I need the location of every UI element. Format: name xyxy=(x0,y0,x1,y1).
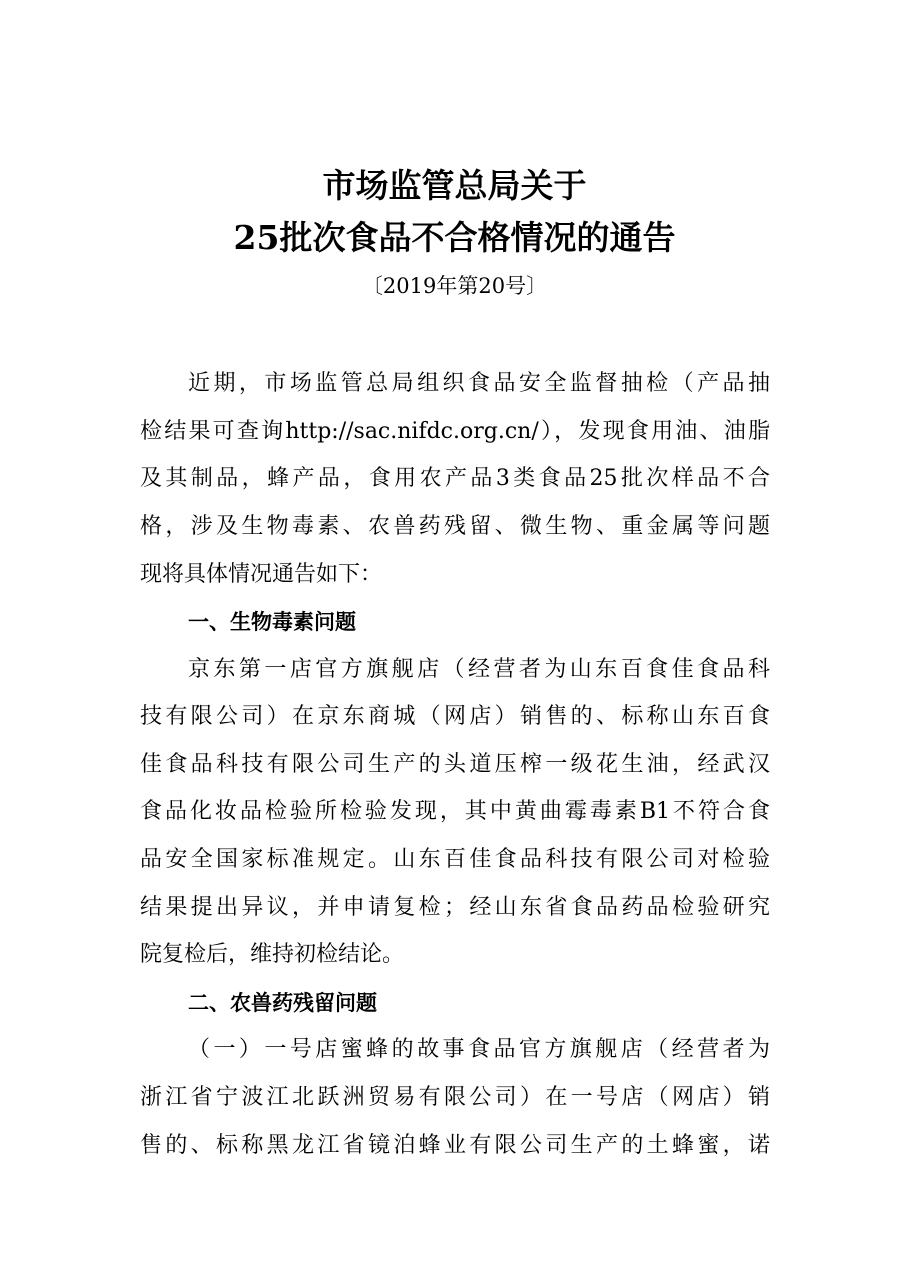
paragraph-1-line-1: 近期，市场监管总局组织食品安全监督抽检（产品抽 xyxy=(188,371,770,396)
paragraph-1-line-2: 检结果可查询http://sac.nifdc.org.cn/），发现食用油、油脂 xyxy=(140,419,770,444)
document-title-line-1: 市场监管总局关于 xyxy=(322,166,587,205)
paragraph-2-line-7: 院复检后，维持初检结论。 xyxy=(140,942,405,967)
document-number: 〔2019年第20号〕 xyxy=(361,274,548,298)
paragraph-2-line-5: 品安全国家标准规定。山东百佳食品科技有限公司对检验 xyxy=(140,847,770,872)
paragraph-2-line-3: 佳食品科技有限公司生产的头道压榨一级花生油，经武汉 xyxy=(140,752,770,777)
paragraph-3-line-2: 浙江省宁波江北跃洲贸易有限公司）在一号店（网店）销 xyxy=(140,1085,770,1110)
section-heading-1: 一、生物毒素问题 xyxy=(188,610,356,634)
document-title-line-2: 25批次食品不合格情况的通告 xyxy=(233,218,676,257)
paragraph-2-line-4: 食品化妆品检验所检验发现，其中黄曲霉毒素B1不符合食 xyxy=(140,799,770,824)
paragraph-1-line-3: 及其制品，蜂产品，食用农产品3类食品25批次样品不合 xyxy=(140,466,770,491)
paragraph-2-line-2: 技有限公司）在京东商城（网店）销售的、标称山东百食 xyxy=(140,704,770,729)
paragraph-3-line-1: （一）一号店蜜蜂的故事食品官方旗舰店（经营者为 xyxy=(188,1037,770,1062)
paragraph-2-line-1: 京东第一店官方旗舰店（经营者为山东百食佳食品科 xyxy=(188,657,770,682)
paragraph-3-line-3: 售的、标称黑龙江省镜泊蜂业有限公司生产的土蜂蜜，诺 xyxy=(140,1133,770,1158)
paragraph-1-line-4: 格，涉及生物毒素、农兽药残留、微生物、重金属等问题 xyxy=(140,514,770,539)
section-heading-2: 二、农兽药残留问题 xyxy=(188,991,377,1015)
paragraph-1-line-5: 现将具体情况通告如下： xyxy=(140,562,383,587)
paragraph-2-line-6: 结果提出异议，并申请复检；经山东省食品药品检验研究 xyxy=(140,895,770,920)
